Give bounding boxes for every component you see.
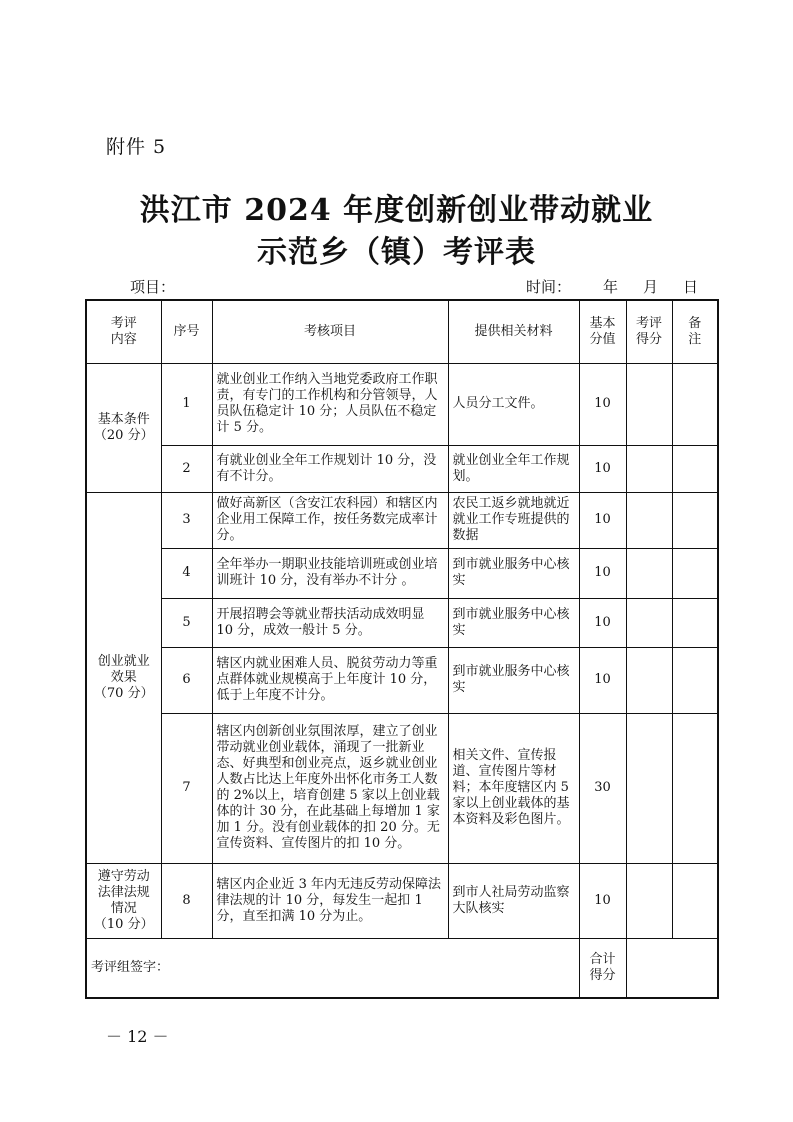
footer-row	[86, 938, 718, 998]
header-remarks: 备 注	[672, 300, 718, 363]
total-label-cell: 合计 得分	[579, 938, 626, 998]
eval-score-cell[interactable]	[626, 647, 672, 713]
category-cell: 创业就业 效果 （70 分）	[86, 492, 161, 863]
seq-cell: 2	[161, 445, 212, 492]
table-header-row	[86, 300, 718, 363]
seq-cell: 5	[161, 598, 212, 647]
table-row	[86, 647, 718, 713]
remarks-cell[interactable]	[672, 363, 718, 445]
base-score-cell: 10	[579, 492, 626, 548]
base-score-cell: 10	[579, 363, 626, 445]
materials-cell: 就业创业全年工作规划。	[448, 445, 579, 492]
table-row	[86, 492, 718, 548]
seq-cell: 6	[161, 647, 212, 713]
remarks-cell[interactable]	[672, 548, 718, 598]
eval-score-cell[interactable]	[626, 363, 672, 445]
evaluation-table	[85, 299, 719, 999]
year-label: 年	[603, 278, 619, 296]
eval-score-cell[interactable]	[626, 548, 672, 598]
header-item: 考核项目	[212, 300, 448, 363]
table-row	[86, 548, 718, 598]
base-score-cell: 10	[579, 445, 626, 492]
sign-label: 考评组签字：	[91, 959, 170, 975]
materials-cell: 农民工返乡就地就近就业工作专班提供的数据	[448, 492, 579, 548]
item-cell: 做好高新区（含安江农科园）和辖区内企业用工保障工作，按任务数完成率计分。	[212, 492, 448, 548]
base-score-cell: 10	[579, 647, 626, 713]
eval-score-cell[interactable]	[626, 863, 672, 938]
attachment-label: 附件 5	[106, 136, 167, 158]
project-label: 项目：	[130, 278, 176, 296]
seq-cell: 1	[161, 363, 212, 445]
eval-score-cell[interactable]	[626, 713, 672, 863]
materials-cell: 到市就业服务中心核实	[448, 598, 579, 647]
seq-cell: 4	[161, 548, 212, 598]
remarks-cell[interactable]	[672, 647, 718, 713]
month-label: 月	[643, 278, 659, 296]
materials-cell: 相关文件、宣传报道、宣传图片等材料；本年度辖区内 5 家以上创业载体的基本资料及彩色图片。	[448, 713, 579, 863]
item-cell: 辖区内企业近 3 年内无违反劳动保障法律法规的计 10 分，每发生一起扣 1 分，直至扣满 10 分为止。	[212, 863, 448, 938]
base-score-cell: 10	[579, 598, 626, 647]
remarks-cell[interactable]	[672, 492, 718, 548]
base-score-cell: 10	[579, 863, 626, 938]
header-category: 考评 内容	[86, 300, 161, 363]
total-score-cell[interactable]	[626, 938, 718, 998]
header-seq: 序号	[161, 300, 212, 363]
remarks-cell[interactable]	[672, 863, 718, 938]
page-number: － 12 －	[106, 1027, 169, 1046]
item-cell: 开展招聘会等就业帮扶活动成效明显 10 分，成效一般计 5 分。	[212, 598, 448, 647]
category-cell: 基本条件 （20 分）	[86, 363, 161, 492]
remarks-cell[interactable]	[672, 598, 718, 647]
materials-cell: 到市就业服务中心核实	[448, 647, 579, 713]
item-cell: 有就业创业全年工作规划计 10 分，没有不计分。	[212, 445, 448, 492]
base-score-cell: 30	[579, 713, 626, 863]
page-title: 洪江市 2024 年度创新创业带动就业	[139, 193, 654, 228]
materials-cell: 人员分工文件。	[448, 363, 579, 445]
header-eval-score: 考评 得分	[626, 300, 672, 363]
sign-cell[interactable]	[86, 938, 579, 998]
page-subtitle: 示范乡（镇）考评表	[257, 235, 536, 270]
seq-cell: 8	[161, 863, 212, 938]
remarks-cell[interactable]	[672, 445, 718, 492]
header-base-score: 基本 分值	[579, 300, 626, 363]
time-label: 时间：	[526, 278, 572, 296]
materials-cell: 到市人社局劳动监察大队核实	[448, 863, 579, 938]
eval-score-cell[interactable]	[626, 598, 672, 647]
base-score-cell: 10	[579, 548, 626, 598]
item-cell: 就业创业工作纳入当地党委政府工作职责，有专门的工作机构和分管领导，人员队伍稳定计 10 分；人员队伍不稳定计 5 分。	[212, 363, 448, 445]
header-materials: 提供相关材料	[448, 300, 579, 363]
item-cell: 辖区内就业困难人员、脱贫劳动力等重点群体就业规模高于上年度计 10 分，低于上年度不计分。	[212, 647, 448, 713]
materials-cell: 到市就业服务中心核实	[448, 548, 579, 598]
seq-cell: 7	[161, 713, 212, 863]
eval-score-cell[interactable]	[626, 492, 672, 548]
seq-cell: 3	[161, 492, 212, 548]
table-row	[86, 445, 718, 492]
category-cell: 遵守劳动 法律法规 情况 （10 分）	[86, 863, 161, 938]
day-label: 日	[683, 278, 699, 296]
item-cell: 全年举办一期职业技能培训班或创业培训班计 10 分，没有举办不计分 。	[212, 548, 448, 598]
table-row	[86, 363, 718, 445]
remarks-cell[interactable]	[672, 713, 718, 863]
eval-score-cell[interactable]	[626, 445, 672, 492]
table-row	[86, 713, 718, 863]
item-cell: 辖区内创新创业氛围浓厚，建立了创业带动就业创业载体，涌现了一批新业态、好典型和创业亮点，返乡就业创业人数占比达上年度外出怀化市务工人数的 2%以上，培育创建 5 家以上创业载体的计 30 分，在此基础上每增加 1 家加 1 分。没有创业载体的扣 20 分。无宣传资料、宣传图片的扣 10 分。	[212, 713, 448, 863]
table-row	[86, 598, 718, 647]
table-row	[86, 863, 718, 938]
